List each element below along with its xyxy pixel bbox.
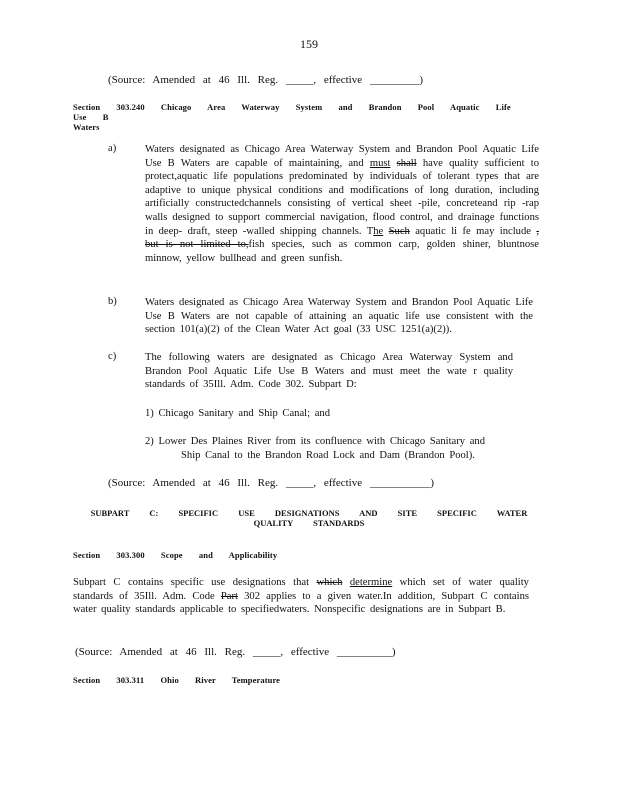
item-b-label: b) [108,296,117,307]
source-note-2: (Source: Amended at 46 Ill. Reg. _____, effective ___________) [108,477,435,489]
deleted-text: shall [396,157,417,169]
item-c-2-line2: Ship Canal to the Brandon Road Lock and Dam (Brandon Pool). [181,450,475,461]
section-303-311-heading: Section 303.311 Ohio River Temperature [73,675,281,685]
inserted-text: determine [349,577,393,588]
inserted-text: must [369,157,391,169]
item-a-text: Waters designated as Chicago Area Waterway System and Brandon Pool Aquatic Life Use B Waters are capable of maintaining, and must shall have quality sufficient to protect,aquatic life populations predominated by individuals of tolerant types that are adaptive to unique physical conditions and modifications of long duration, including artificially constructedchannels consisting of vertical sheet -pile, concreteand rip -rap walls designed to support commercial navigation, flood control, and drainage functions in deep- draft, steep -walled shipping channels. The Such aquatic li fe may include , but is not limited to,fish species, such as common carp, golden shiner, bluntnose minnow, yellow bullhead and green sunfish. [145,144,540,264]
subpart-heading-line1: SUBPART C: SPECIFIC USE DESIGNATIONS AND SITE SPECIFIC WATER [90,508,528,518]
inserted-text: he [373,225,384,237]
item-a-label: a) [108,143,117,154]
subpart-heading-line2: QUALITY STANDARDS [253,518,365,528]
item-c-1: 1) Chicago Sanitary and Ship Canal; and [145,408,330,419]
section-303-240-heading [73,102,533,132]
section-heading-line2: Waters [73,122,100,132]
page-number: 159 [300,37,318,51]
section-303-300-text: Subpart C contains specific use designations that which determine which set of water quality standards of 35Ill. Adm. Code Part 302 applies to a given water.In addition, Subpart C contains water quality standards applicable to specifiedwaters. Nonspecific designations are in Subpart B. [73,577,529,616]
source-note-3: (Source: Amended at 46 Ill. Reg. _____, effective __________) [75,646,396,658]
deleted-text: Such [388,225,410,237]
deleted-text: which [316,577,343,588]
deleted-text: , but is not limited to, [145,225,540,251]
item-c-text: The following waters are designated as Chicago Area Waterway System and Brandon Pool Aquatic Life Use B Waters and must meet the wate r quality standards of 35Ill. Adm. Code 302. Subpart D: [145,352,513,391]
subpart-c-heading [60,508,558,528]
source-note-1: (Source: Amended at 46 Ill. Reg. _____, effective _________) [108,74,424,86]
deleted-text: Part [220,590,238,602]
section-heading-line1: Section 303.240 Chicago Area Waterway System and Brandon Pool Aquatic Life Use B [73,102,511,122]
item-c-2-line1: 2) Lower Des Plaines River from its confluence with Chicago Sanitary and [145,436,486,447]
item-b-text: Waters designated as Chicago Area Waterway System and Brandon Pool Aquatic Life Use B Waters are not capable of attaining an aquatic life use consistent with the section 101(a)(2) of the Clean Water Act goal (33 USC 1251(a)(2)). [145,297,533,336]
item-c-label: c) [108,351,117,362]
section-303-300-heading: Section 303.300 Scope and Applicability [73,550,278,560]
